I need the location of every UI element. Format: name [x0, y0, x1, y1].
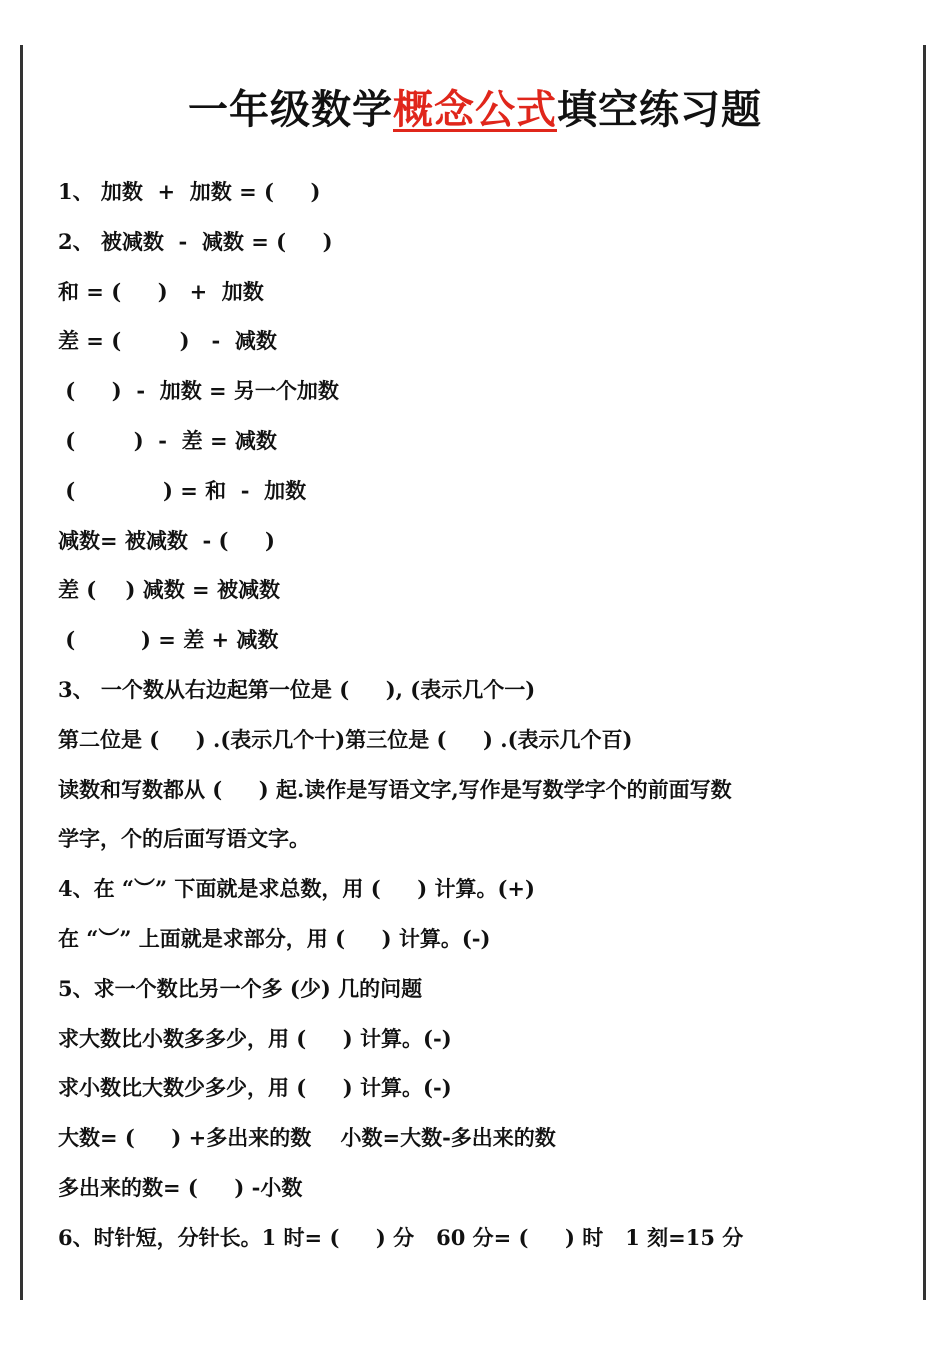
exercise-line: 减数= 被减数 - ( ) [58, 527, 275, 553]
exercise-line: ( ) - 加数 = 另一个加数 [58, 378, 339, 404]
exercise-line: 2、 被减数 - 减数 = ( ) [58, 228, 333, 254]
exercise-line: 差 = ( ) - 减数 [58, 328, 277, 354]
title-highlight: 概念公式 [393, 86, 557, 133]
exercise-line: 3、 一个数从右边起第一位是 ( ), (表示几个一) [58, 676, 536, 702]
exercise-line: 在 “︶” 上面就是求部分，用 ( ) 计算。(-) [58, 925, 491, 951]
exercise-list [58, 172, 903, 1268]
exercise-line: 差 ( ) 减数 = 被减数 [58, 577, 280, 603]
exercise-line: 和 = ( ) + 加数 [58, 278, 264, 304]
exercise-line: 读数和写数都从 ( ) 起.读作是写语文字,写作是写数学字个的前面写数 [58, 776, 732, 802]
exercise-line: 4、在 “︶” 下面就是求总数，用 ( ) 计算。(+) [58, 876, 535, 902]
exercise-line: 1、 加数 + 加数 = ( ) [58, 179, 321, 204]
left-border-line [20, 45, 23, 1300]
title-part-1: 一年级数学 [188, 86, 393, 133]
page-title [0, 78, 950, 135]
exercise-line: 多出来的数= ( ) -小数 [58, 1174, 303, 1200]
right-border-line [923, 45, 926, 1300]
title-part-2: 填空练习题 [557, 86, 762, 133]
exercise-line: 求大数比小数多多少，用 ( ) 计算。(-) [58, 1025, 452, 1051]
exercise-line: ( ) - 差 = 减数 [58, 427, 277, 453]
exercise-line: 求小数比大数少多少，用 ( ) 计算。(-) [58, 1075, 452, 1101]
exercise-line: 5、求一个数比另一个多 (少) 几的问题 [58, 975, 423, 1001]
exercise-line: 第二位是 ( ) .(表示几个十)第三位是 ( ) .(表示几个百) [58, 726, 633, 752]
exercise-line: 学字，个的后面写语文字。 [58, 826, 310, 852]
exercise-line: 6、时针短，分针长。1 时= ( ) 分 60 分= ( ) 时 1 刻=15 分 [58, 1224, 744, 1250]
exercise-line: ( ) = 差 + 减数 [58, 627, 279, 653]
exercise-line: 大数= ( ) +多出来的数 小数=大数-多出来的数 [58, 1125, 556, 1151]
exercise-line: ( ) = 和 - 加数 [58, 477, 307, 503]
